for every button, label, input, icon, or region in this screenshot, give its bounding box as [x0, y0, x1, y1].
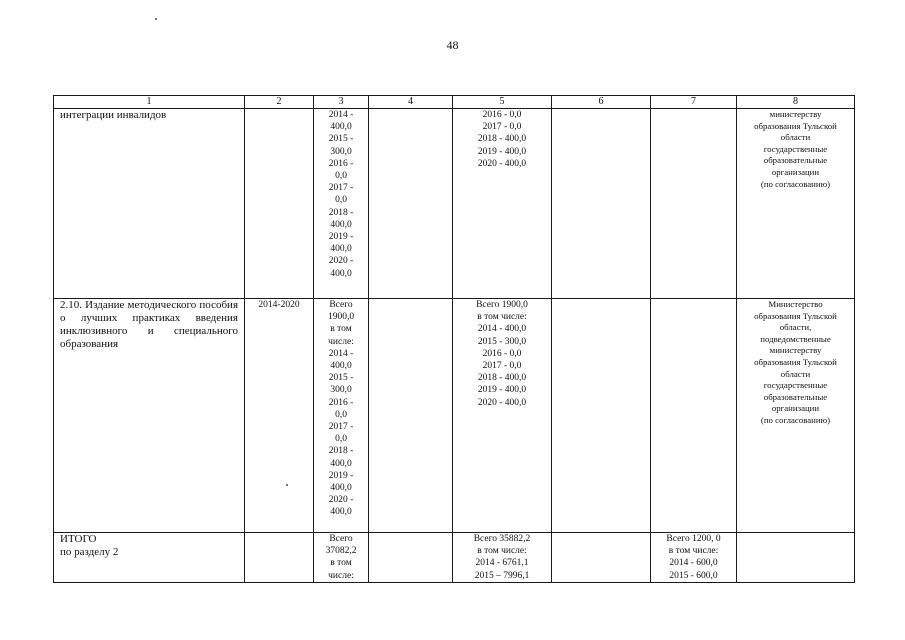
cell-text-line: образования Тульской: [754, 120, 837, 131]
cell-text-line: в том числе:: [477, 546, 527, 557]
cell-text-line: 2019 - 400,0: [477, 146, 527, 157]
row-extrabudgetary-cell: [651, 109, 737, 299]
cell-text-line: 400,0: [330, 244, 352, 255]
cell-text-line: 2016 - 0,0: [482, 110, 522, 120]
cell-text-line: 2015 - 600,0: [669, 570, 718, 581]
cell-text-line: 300,0: [330, 146, 352, 157]
cell-text-line: 2019 - 400,0: [477, 385, 527, 396]
cell-text-line: Министерство: [768, 299, 823, 309]
cell-text-line: Всего 35882,2: [473, 534, 531, 544]
row-measure-name-cell: [54, 299, 245, 533]
row-measure-name-cell: [54, 533, 245, 583]
cell-text-line: образования Тульской: [754, 356, 837, 367]
cell-text-line: 0,0: [335, 195, 347, 206]
cell-text-line: 400,0: [330, 458, 352, 469]
table-row-2-10: [54, 299, 855, 533]
cell-text-line: государственные: [763, 380, 828, 391]
cell-text-line: подведомственные: [760, 333, 831, 344]
column-number-header-row: [54, 96, 855, 109]
cell-text-line: числе:: [328, 336, 354, 347]
cell-text-line: числе:: [328, 570, 354, 581]
column-header-6: 6: [552, 96, 651, 109]
column-header-2: 2: [245, 96, 314, 109]
row-regional-budget-cell: [453, 299, 552, 533]
cell-text-line: (по согласованию): [760, 178, 831, 189]
row-federal-budget-cell: [369, 533, 453, 583]
column-header-3: 3: [314, 96, 369, 109]
cell-text-line: Всего 1200, 0: [666, 534, 721, 544]
program-measures-table: [53, 95, 855, 583]
cell-text-line: области,: [779, 322, 812, 333]
cell-text-line: 2014 -: [328, 110, 354, 120]
row-period-cell: [245, 109, 314, 299]
cell-text-line: 2015 - 300,0: [477, 336, 527, 347]
column-header-7: 7: [651, 96, 737, 109]
row-total-funding-cell: [314, 109, 369, 299]
cell-text-line: 2016 -: [328, 397, 354, 408]
row-extrabudgetary-cell: [651, 533, 737, 583]
row-period-cell: [245, 533, 314, 583]
scan-speck: [286, 484, 288, 486]
cell-text-line: образования Тульской: [754, 310, 837, 321]
cell-text-line: министерству: [769, 109, 822, 119]
cell-text-line: 400,0: [330, 122, 352, 133]
cell-text-line: 1900,0: [327, 312, 355, 323]
column-header-5: 5: [453, 96, 552, 109]
cell-text-line: (по согласованию): [760, 414, 831, 425]
cell-text-line: организации: [771, 166, 820, 177]
row-local-budget-cell: [552, 109, 651, 299]
cell-text-line: 2020 - 400,0: [477, 397, 527, 408]
cell-text-line: 2019 -: [328, 470, 354, 481]
cell-text-line: 2017 -: [328, 183, 354, 194]
row-regional-budget-cell: [453, 109, 552, 299]
column-header-8: 8: [737, 96, 855, 109]
cell-text-line: Всего: [329, 534, 353, 544]
cell-text-line: 0,0: [335, 434, 347, 445]
cell-text-line: 2014-2020: [258, 300, 300, 310]
cell-text-line: ИТОГО: [60, 533, 97, 545]
cell-text-line: организации: [771, 403, 820, 414]
cell-text-line: Всего: [329, 300, 353, 310]
row-local-budget-cell: [552, 299, 651, 533]
cell-text-line: 0,0: [335, 171, 347, 182]
cell-text-line: 2015 – 7996,1: [474, 570, 530, 581]
row-extrabudgetary-cell: [651, 299, 737, 533]
cell-text-line: в том: [330, 558, 352, 569]
row-regional-budget-cell: [453, 533, 552, 583]
cell-text-line: 2018 -: [328, 446, 354, 457]
cell-text-line: 2015 -: [328, 134, 354, 145]
cell-text-line: 2020 - 400,0: [477, 158, 527, 169]
cell-text-line: образовательные: [763, 391, 828, 402]
row-total-funding-cell: [314, 533, 369, 583]
cell-text-line: 2014 - 600,0: [669, 558, 718, 569]
column-header-4: 4: [369, 96, 453, 109]
cell-text-line: 300,0: [330, 385, 352, 396]
column-header-1: 1: [54, 96, 245, 109]
cell-text-line: 400,0: [330, 219, 352, 230]
cell-text-line: Всего 1900,0: [476, 300, 528, 310]
row-period-cell: [245, 299, 314, 533]
cell-text-line: 2017 -: [328, 422, 354, 433]
cell-text-line: 2017 - 0,0: [482, 122, 522, 133]
cell-text-line: 0,0: [335, 409, 347, 420]
cell-text-line: по разделу 2: [60, 546, 119, 558]
row-federal-budget-cell: [369, 109, 453, 299]
cell-text-line: в том: [330, 324, 352, 335]
table-row-total-section-2: [54, 533, 855, 583]
cell-text-line: интеграции инвалидов: [60, 109, 167, 121]
cell-text-line: 2018 - 400,0: [477, 134, 527, 145]
cell-text-line: 400,0: [330, 361, 352, 372]
cell-text-line: 2017 - 0,0: [482, 361, 522, 372]
row-executor-cell: [737, 299, 855, 533]
cell-text-line: 400,0: [330, 507, 352, 518]
cell-text-line: 2018 - 400,0: [477, 373, 527, 384]
cell-text-line: 2020 -: [328, 495, 354, 506]
cell-text-line: области: [780, 132, 811, 143]
cell-text-line: в том числе:: [668, 546, 719, 557]
row-executor-cell: [737, 109, 855, 299]
cell-text-line: 2015 -: [328, 373, 354, 384]
cell-text-line: в том числе:: [477, 312, 527, 323]
cell-text-line: 2014 -: [328, 348, 354, 359]
cell-text-line: 400,0: [330, 483, 352, 494]
row-executor-cell: [737, 533, 855, 583]
cell-text-line: 400,0: [330, 268, 352, 279]
cell-text-line: 2016 -: [328, 158, 354, 169]
cell-text-line: 2019 -: [328, 232, 354, 243]
page-number: 48: [446, 38, 459, 52]
cell-text-line: 2.10. Издание методического пособия о лучших практиках введения инклюзивного и специального образования: [60, 299, 238, 350]
cell-text-line: 2018 -: [328, 207, 354, 218]
row-total-funding-cell: [314, 299, 369, 533]
cell-text-line: 2014 - 400,0: [477, 324, 527, 335]
scan-speck: [155, 18, 157, 20]
cell-text-line: министерству: [769, 345, 822, 356]
cell-text-line: 2016 - 0,0: [482, 348, 522, 359]
cell-text-line: области: [780, 368, 811, 379]
table-row-continuation: [54, 109, 855, 299]
cell-text-line: образовательные: [763, 155, 828, 166]
row-local-budget-cell: [552, 533, 651, 583]
row-federal-budget-cell: [369, 299, 453, 533]
cell-text-line: 2020 -: [328, 256, 354, 267]
cell-text-line: 2014 - 6761,1: [475, 558, 529, 569]
row-measure-name-cell: [54, 109, 245, 299]
cell-text-line: государственные: [763, 143, 828, 154]
cell-text-line: 37082,2: [325, 546, 357, 557]
